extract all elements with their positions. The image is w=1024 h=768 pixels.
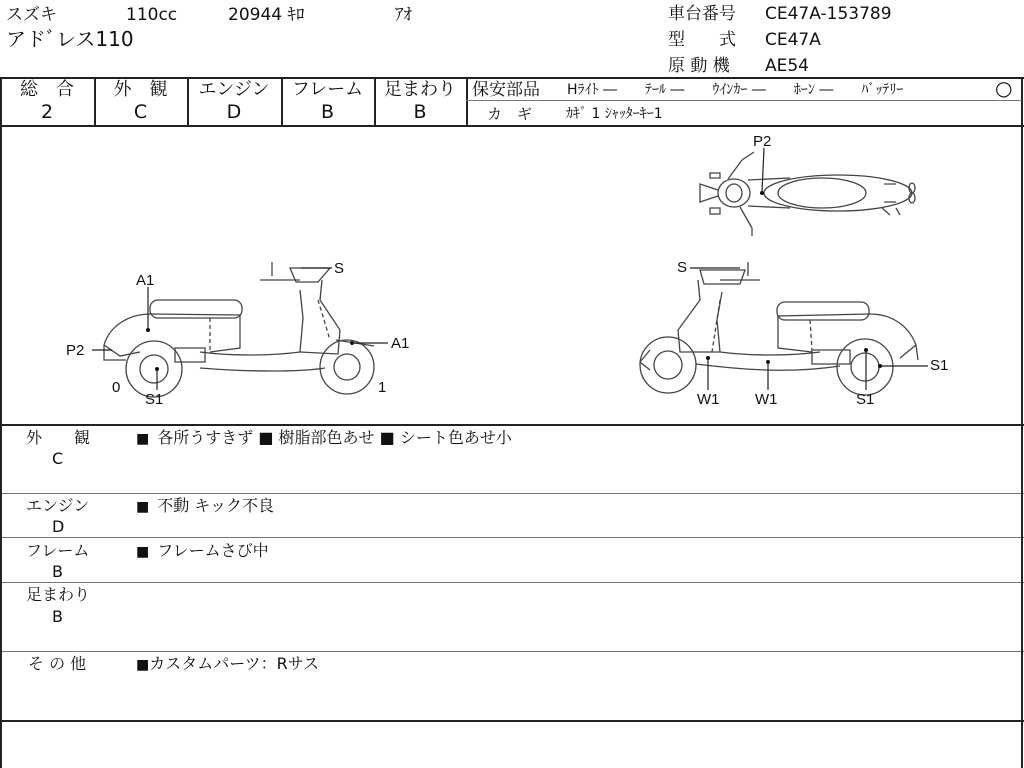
- grade-label-exterior: 外 観: [113, 79, 168, 100]
- label-a1-left: A1: [136, 272, 155, 289]
- section-text-other: [136, 654, 319, 675]
- frame-no: CE47A-153789: [765, 4, 892, 24]
- grade-value-engine: D: [226, 101, 242, 123]
- section-grade-frame: B: [52, 562, 63, 581]
- grade-label-suspension: 足まわり: [384, 79, 456, 100]
- type-value: CE47A: [765, 30, 821, 50]
- grade-label-engine: エンジン: [198, 79, 270, 100]
- mileage: 20944 ｷﾛ: [228, 5, 305, 25]
- divider: [0, 537, 1024, 538]
- section-label-frame: フレーム: [26, 541, 90, 560]
- section-text-exterior: ■ 各所うすきず ■ 樹脂部色あせ ■ シート色あせ小: [136, 428, 512, 449]
- battery-mark: ○: [995, 76, 1013, 100]
- model-name: アドﾞレス110: [6, 27, 134, 51]
- section-text-engine: ■ 不動 キック不良: [136, 496, 274, 517]
- label-zero: 0: [112, 379, 121, 396]
- label-s-right: S: [677, 259, 688, 276]
- scooter-top-view: [700, 152, 915, 236]
- label-p2-top: P2: [753, 133, 772, 150]
- bullet-icon: ■: [136, 657, 150, 673]
- displacement: 110cc: [126, 5, 178, 25]
- engine-value: AE54: [765, 56, 810, 76]
- type-label: 型 式: [668, 30, 736, 50]
- label-w1-a: W1: [697, 391, 720, 408]
- frame-no-label: 車台番号: [668, 4, 736, 24]
- divider: [0, 582, 1024, 583]
- label-s1-bottom: S1: [856, 391, 875, 408]
- key-label: カ ギ: [487, 105, 533, 123]
- label-w1-b: W1: [755, 391, 778, 408]
- grade-label-frame: フレーム: [291, 79, 364, 100]
- other-text: カスタムパーツ：Rサス: [149, 654, 320, 673]
- divider: [0, 651, 1024, 652]
- grade-label-overall: 総 合: [20, 79, 74, 100]
- section-label-suspension: 足まわり: [26, 585, 91, 604]
- divider: [466, 77, 468, 125]
- label-a1-right: A1: [391, 335, 410, 352]
- divider: [466, 100, 1022, 101]
- color: ｱｵ: [395, 5, 412, 25]
- key-value: ｶｷﾞ 1 ｼｬｯﾀｰｷｰ1: [566, 106, 663, 122]
- section-label-engine: エンジン: [26, 496, 90, 515]
- label-one: 1: [378, 379, 387, 396]
- label-p2-left: P2: [66, 342, 85, 359]
- section-label-exterior: 外 観: [26, 428, 91, 447]
- grade-value-suspension: B: [413, 101, 427, 123]
- section-grade-exterior: C: [52, 449, 64, 468]
- scooter-right-view: [640, 262, 918, 395]
- grade-value-overall: 2: [40, 101, 54, 123]
- divider: [0, 493, 1024, 494]
- divider: [0, 720, 1024, 722]
- maker: スズキ: [6, 5, 57, 25]
- label-s1-right: S1: [930, 357, 949, 374]
- section-label-other: そ の 他: [28, 654, 87, 673]
- section-grade-engine: D: [52, 517, 65, 536]
- safety-label: 保安部品: [472, 80, 540, 100]
- label-s-left: S: [334, 260, 345, 277]
- section-grade-suspension: B: [52, 607, 63, 626]
- engine-label: 原 動 機: [668, 56, 730, 76]
- damage-diagram: [0, 126, 1022, 424]
- divider: [0, 424, 1024, 426]
- label-s1-left: S1: [145, 391, 164, 408]
- section-text-frame: ■ フレームさび中: [136, 541, 269, 562]
- grade-value-exterior: C: [133, 101, 148, 123]
- grade-value-frame: B: [320, 101, 335, 123]
- safety-items: Hﾗｲﾄ ― ﾃｰﾙ ― ｳｲﾝｶｰ ― ﾎｰﾝ ― ﾊﾞｯﾃﾘｰ: [567, 82, 904, 98]
